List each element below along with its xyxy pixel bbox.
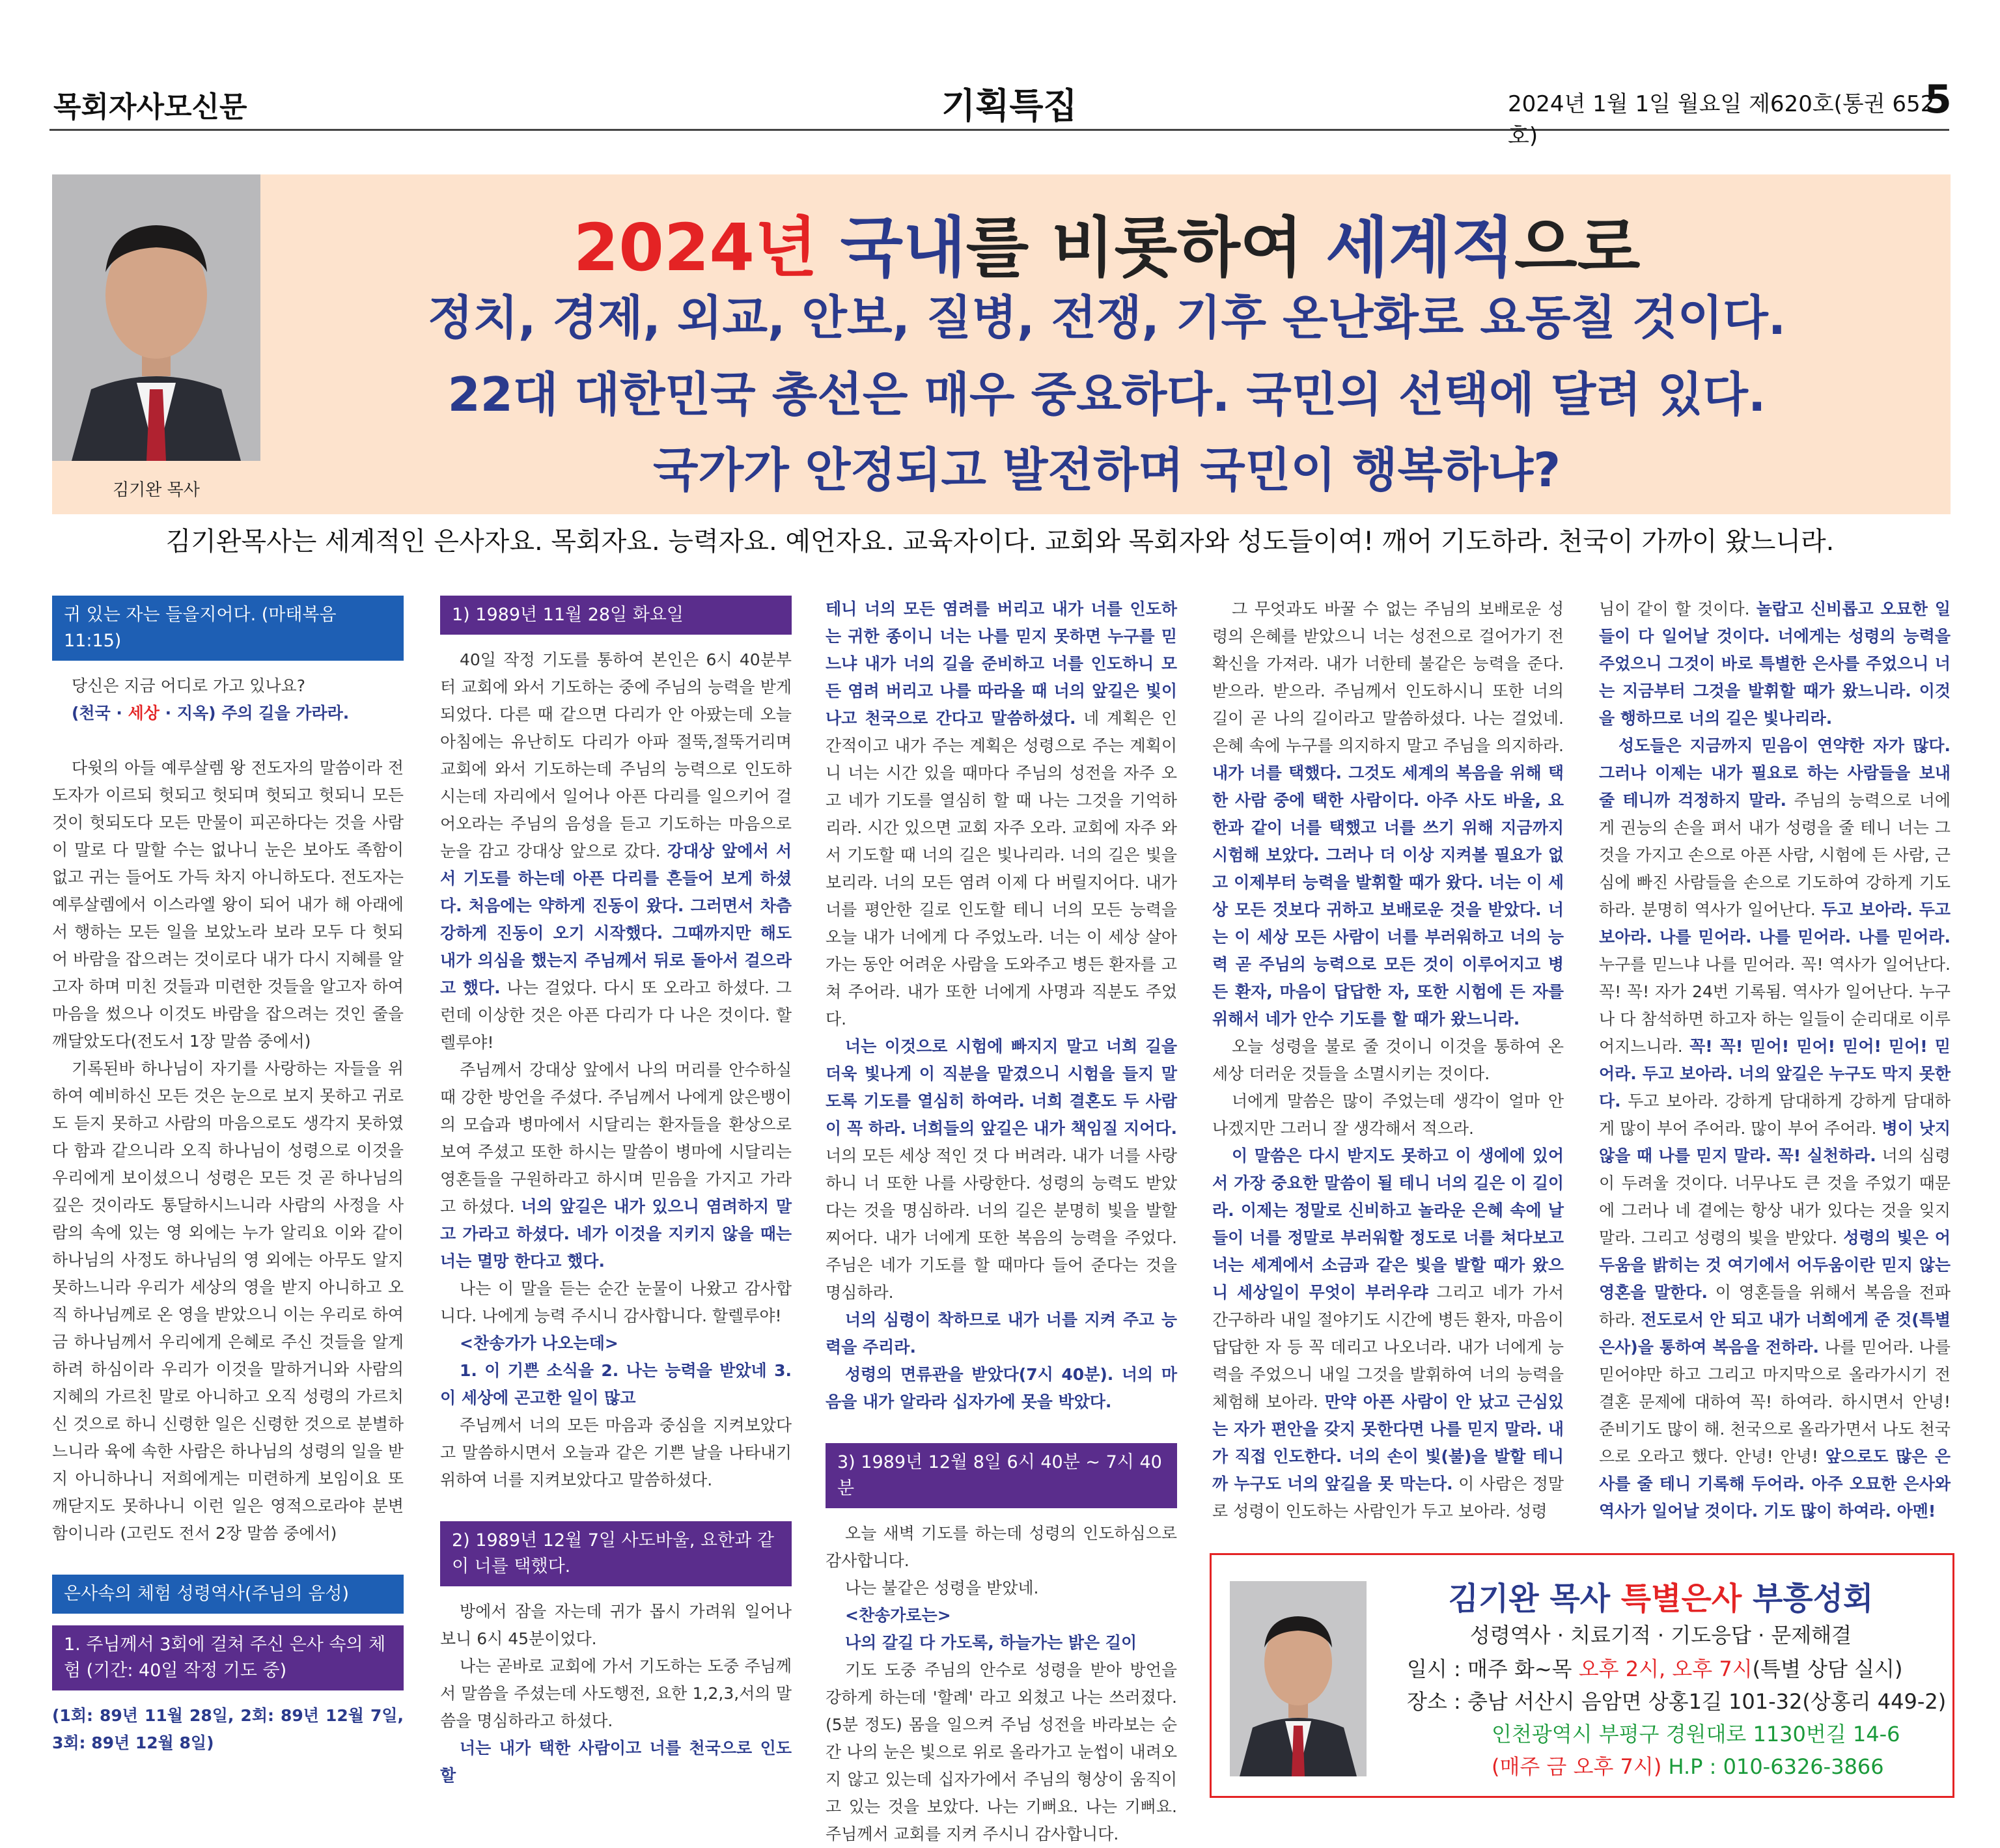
path-line: (천국 · 세상 · 지옥) 주의 길을 가라라.: [72, 704, 350, 723]
dates-line: (1회: 89년 11월 28일, 2회: 89년 12월 7일, 3회: 89년 12월 8일): [52, 1706, 404, 1752]
column-5: [1599, 596, 1951, 1525]
section-title: 기획특집: [941, 85, 1077, 126]
issue-date: 2024년 1월 1일 월요일 제620호(통권 652호): [1508, 91, 1935, 149]
col1-heading-box-2: 은사속의 체험 성령역사(주님의 음성): [52, 1575, 404, 1614]
author-photo: [52, 174, 260, 461]
revival-meeting-ad: [1210, 1553, 1954, 1798]
headline-global: 세계적: [1326, 210, 1515, 286]
column-3: [826, 596, 1177, 1848]
paragraph: 주님께서 너의 모든 마음과 중심을 지켜보았다고 말씀하시면서 오늘과 같은 기쁜 날을 나타내기 위하여 너를 지켜보았다고 말씀하셨다.: [440, 1416, 792, 1489]
paragraph: 너는 이것으로 시험에 빠지지 말고 너희 길을 더욱 빛나게 이 직분을 맡겼으니 시험을 들지 말도록 기도를 열심히 하여라. 너희 결혼도 두 사람이 꼭 하라. 너희들의 앞길은 내가 책임질 지어다. 너의 모든 세상 적인 것 다 버려라. 내가 너를 사랑하니 너 또한 나를 사랑한다. 성령의 능력도 받았다는 것을 명심하라. 너의 길은 분명히 빛을 발할 찌어다. 내가 너에게 또한 복음의 능력을 주었다. 주님은 네가 기도를 할 때마다 들어 준다는 것을 명심하라.: [826, 1037, 1177, 1302]
paragraph: 성도들은 지금까지 믿음이 연약한 자가 많다. 그러나 이제는 내가 필요로 하는 사람들을 보내 줄 테니까 걱정하지 말라. 주님의 능력으로 너에게 권능의 손을 펴서 내가 성령을 줄 테니 너는 그것을 가지고 손으로 아픈 사람, 시험에 든 사람, 근심에 빠진 사람들을 손으로 기도하여 강하게 기도하라. 분명히 역사가 일어난다. 두고 보아라. 두고 보아라. 나를 믿어라. 나를 믿어라. 나를 믿어라. 누구를 믿느냐 나를 믿어라. 꼭! 역사가 일어난다. 꼭! 꼭! 자가 24번 기록됨. 역사가 일어난다. 누구나 다 참석하면 하고자 하는 일들이 순리대로 이루어지느니라. 꼭! 꼭! 믿어! 믿어! 믿어! 믿어! 믿어라. 두고 보아라. 너의 앞길은 누구도 막지 못한다. 두고 보아라. 강하게 담대하게 강하게 담대하게 많이 부어 주어라. 많이 부어 주어라. 병이 낫지 않을 때 나를 믿지 말라. 꼭! 실천하라. 너의 심령이 두려울 것이다. 너무나도 큰 것을 주었기 때문에 그러나 네 곁에는 항상 내가 있다는 것을 잊지 말라. 그리고 성령의 빛을 받았다. 성령의 빛은 어두움을 밝히는 것 여기에서 어두움이란 믿지 않는 영혼을 말한다. 이 영혼들을 위해서 복음을 전파하라. 전도로서 안 되고 내가 너희에게 준 것(특별은사)을 통하여 복음을 전하라. 나를 믿어라. 나를 믿어야만 하고 그리고 마지막으로 올라가시기 전 결혼 문제에 대하여 꼭! 하여라. 하시면서 안녕! 준비기도 많이 해. 천국으로 올라가면서 나도 천국으로 오라고 했다. 안녕! 안녕! 앞으로도 많은 은사를 줄 테니 기록해 두어라. 아주 오묘한 은사와 역사가 일어날 것이다. 기도 많이 하여라. 아멘!: [1599, 736, 1951, 1521]
col2-heading-box-2: 2) 1989년 12월 7일 사도바울, 요한과 같이 너를 택했다.: [440, 1521, 792, 1586]
page-header: [49, 77, 1952, 149]
col2-heading-box: 1) 1989년 11월 28일 화요일: [440, 596, 792, 635]
paragraph: 주님께서 강대상 앞에서 나의 머리를 안수하실 때 강한 방언을 주셨다. 주님께서 나에게 앉은뱅이의 모습과 병마에서 시달리는 환자들을 환상으로 보여 주셨고 또한 하시는 말씀이 병마에 시달리는 영혼들을 구원하라고 하시며 믿음을 가지고 가라고 하셨다. 너의 앞길은 내가 있으니 염려하지 말고 가라고 하셨다. 네가 이것을 지키지 않을 때는 너는 멸망 한다고 했다.: [440, 1060, 792, 1271]
paragraph: 40일 작정 기도를 통하여 본인은 6시 40분부터 교회에 와서 기도하는 중에 주님의 능력을 받게 되었다. 다른 때 같으면 다리가 안 아팠는데 오늘 아침에는 유난히도 다리가 아파 절뚝,절뚝거리며 교회에 와서 기도하는데 주님의 능력으로 인도하시는데 자리에서 일어나 아픈 다리를 일으키어 걸어오라는 주님의 음성을 듣고 기도하는 마음으로 눈을 감고 강대상 앞으로 갔다. 강대상 앞에서 서서 기도를 하는데 아픈 다리를 흔들어 보게 하셨다. 처음에는 약하게 진동이 왔다. 그러면서 차츰 강하게 진동이 오기 시작했다. 그때까지만 해도 내가 의심을 했는지 주님께서 뒤로 돌아서 걸으라고 했다. 나는 걸었다. 다시 또 오라고 하셨다. 그런데 이상한 것은 아픈 다리가 다 나은 것이다. 할렐루야!: [440, 650, 792, 1052]
paragraph: 너는 내가 택한 사람이고 너를 천국으로 인도할: [440, 1739, 792, 1785]
ad-time: 일시 : 매주 화~목 오후 2시, 오후 7시(특별 상담 실시): [1407, 1657, 1903, 1681]
column-4: [1212, 596, 1564, 1525]
paragraph: 이 말씀은 다시 받지도 못하고 이 생에에 있어서 가장 중요한 말씀이 될 테니 너의 길은 이 길이라. 이제는 정말로 신비하고 놀라운 은혜 속에 날들이 너를 정말로 부러워할 정도로 너를 쳐다보고 너는 세계에서 소금과 같은 빛을 발할 때가 왔으니 세상일이 무엇이 부러우랴 그리고 네가 가서 간구하라 내일 절야기도 시간에 병든 환자, 마음이 답답한 자 등 꼭 데리고 나오너라. 내가 너에게 능력을 주었으니 내일 그것을 발휘하여 너의 능력을 체험해 보아라. 만약 아픈 사람이 안 났고 근심있는 자가 편안을 갖지 못한다면 나를 믿지 말라. 내가 직접 인도한다. 너의 손이 빛(불)을 발할 테니까 누구도 너의 앞길을 못 막는다. 이 사람은 정말로 성령이 인도하는 사람인가 두고 보아라. 성령: [1212, 1146, 1564, 1521]
ad-place-2: 인천광역시 부평구 경원대로 1130번길 14-6: [1492, 1722, 1900, 1746]
headline-end: 으로: [1514, 210, 1641, 286]
ad-place: 장소 : 충남 서산시 음암면 상홍1길 101-32(상홍리 449-2): [1407, 1689, 1947, 1714]
author-photo-caption: 김기완 목사: [113, 480, 200, 500]
publication-name: 목회자사모신문: [53, 90, 247, 124]
ad-subtitle: 성령역사 · 치료기적 · 기도응답 · 문제해결: [1469, 1623, 1852, 1648]
paragraph: 나는 이 말을 듣는 순간 눈물이 나왔고 감사합니다. 나에게 능력 주시니 감사합니다. 할렐루야!: [440, 1279, 792, 1325]
headline-line-2: 정치, 경제, 외교, 안보, 질병, 전쟁, 기후 온난화로 요동칠 것이다.: [427, 290, 1786, 345]
paragraph: 그 무엇과도 바꿀 수 없는 주님의 보배로운 성령의 은혜를 받았으니 너는 성전으로 걸어가기 전 확신을 가져라. 내가 너한테 불같은 능력을 준다. 받으라. 받으라. 주님께서 인도하시니 또한 너의 길이 곧 나의 길이라고 말씀하셨다. 나는 걸었네. 은혜 속에 누구를 의지하지 말고 주님을 의지하라. 내가 너를 택했다. 그것도 세계의 복음을 위해 택한 사람 중에 택한 사람이다. 아주 사도 바울, 요한과 같이 너를 택했고 너를 쓰기 위해 지금까지 시험해 보았다. 그러나 더 이상 지켜볼 필요가 없고 이제부터 능력을 발휘할 때가 왔다. 너는 이 세상 모든 것보다 귀하고 보배로운 것을 받았다. 너는 이 세상 모든 사람이 너를 부러워하고 너의 능력 곧 주님의 능력으로 모든 것이 이루어지고 병든 환자, 마음이 답답한 자, 또한 시험에 든 자를 위해서 네가 안수 기도를 할 때가 왔느니라.: [1212, 600, 1564, 1028]
paragraph: 방에서 잠을 자는데 귀가 몹시 가려워 일어나 보니 6시 45분이었다.: [440, 1602, 792, 1648]
ad-title: 김기완 목사 특별은사 부흥성회: [1448, 1580, 1874, 1617]
paragraph: 너에게 말씀은 많이 주었는데 생각이 얼마 안 나겠지만 그러니 잘 생각해서 적으라.: [1212, 1092, 1564, 1138]
paragraph: <찬송가가 나오는데>: [460, 1334, 618, 1353]
column-1: [52, 596, 404, 1757]
question-line: 당신은 지금 어디로 가고 있나요?: [72, 676, 306, 695]
headline-year: 2024년: [573, 210, 818, 286]
col1-heading-box-3: 1. 주님께서 3회에 걸쳐 주신 은사 속의 체험 (기간: 40일 작정 기도 중): [52, 1625, 404, 1690]
paragraph: 님이 같이 할 것이다. 놀랍고 신비롭고 오묘한 일들이 다 일어날 것이다. 너에게는 성령의 능력을 주었으니 그것이 바로 특별한 은사를 주었으니 너는 지금부터 그것을 발휘할 때가 왔느니라. 이것을 행하므로 너의 길은 빛나리라.: [1599, 600, 1951, 728]
ad-place-3: (매주 금 오후 7시) H.P : 010-6326-3866: [1492, 1754, 1884, 1779]
headline-line-1: [273, 195, 1940, 289]
page-number: 5: [1924, 77, 1952, 122]
col1-heading-box: 귀 있는 자는 들을지어다. (마태복음 11:15): [52, 596, 404, 661]
headline-mid: 를 비롯하여: [965, 210, 1303, 286]
paragraph: 테니 너의 모든 염려를 버리고 내가 너를 인도하는 귀한 종이니 너는 나를 믿지 못하면 누구를 믿느냐 내가 너의 길을 준비하고 너를 인도하니 모든 염려 버리고 나를 따라올 때 너의 앞길은 빛이 나고 천국으로 간다고 말씀하셨다. 네 계획은 인간적이고 내가 주는 계획은 성령으로 주는 계획이니 너는 시간 있을 때마다 주님의 성전을 자주 오고 네가 기도를 열심히 할 때 나는 그것을 기억하리라. 시간 있으면 교회 자주 오라. 교회에 자주 와서 기도할 때 너의 길은 빛나리라. 너의 길은 빛을 보리라. 너의 모든 염려 이제 다 버릴지어다. 내가 너를 평안한 길로 인도할 테니 너의 모든 능력을 오늘 내가 너에게 다 주었노라. 너는 이 세상 살아가는 동안 어려운 사람을 도와주고 병든 환자를 고쳐 주어라. 내가 또한 너에게 사명과 직분도 주었다.: [826, 600, 1177, 1028]
paragraph: 성령의 면류관을 받았다(7시 40분). 너의 마음을 내가 알라라 십자가에 못을 박았다.: [826, 1365, 1177, 1411]
paragraph: <찬송가로는>: [845, 1606, 951, 1625]
paragraph: 오늘 성령을 불로 줄 것이니 이것을 통하여 온 세상 더러운 것들을 소멸시키는 것이다.: [1212, 1037, 1564, 1083]
paragraph: 1. 이 기쁜 소식을 2. 나는 능력을 받았네 3. 이 세상에 곤고한 일이 많고: [440, 1361, 792, 1407]
paragraph: 나는 곧바로 교회에 가서 기도하는 도중 주님께서 말씀을 주셨는데 사도행전, 요한 1,2,3,서의 말씀을 명심하라고 하셨다.: [440, 1657, 792, 1730]
column-2: [440, 596, 792, 1789]
paragraph: 기록된바 하나님이 자기를 사랑하는 자들을 위하여 예비하신 모든 것은 눈으로 보지 못하고 귀로도 듣지 못하고 사람의 마음으로도 생각지 못하였다 함과 같으니라 오직 하나님이 성령으로 이것을 우리에게 보이셨으니 성령은 모든 것 곧 하나님의 깊은 것이라도 통달하시느니라 사람의 사정을 사람의 속에 있는 영 외에는 누가 알리요 이와 같이 하나님의 사정도 하나님의 영 외에는 아무도 알지 못하느니라 우리가 세상의 영을 받지 아니하고 오직 하나님께로 온 영을 받았으니 이는 우리로 하여금 하나님께서 우리에게 은혜로 주신 것들을 알게 하려 하심이라 우리가 이것을 말하거니와 사람의 지혜의 가르친 말로 아니하고 오직 성령의 가르치신 것으로 하니 신령한 일은 신령한 것으로 분별하느니라 육에 속한 사람은 하나님의 성령의 일을 받지 아니하나니 저희에게는 미련하게 보임이요 또 깨닫지도 못하나니 이런 일은 영적으로라야 분변함이니라 (고린도 전서 2장 말씀 중에서): [52, 1059, 404, 1543]
headline-line-3: 22대 대한민국 총선은 매우 중요하다. 국민의 선택에 달려 있다.: [447, 367, 1766, 422]
subheadline: 김기완목사는 세계적인 은사자요. 목회자요. 능력자요. 예언자요. 교육자이다. 교회와 목회자와 성도들이여! 깨어 기도하라. 천국이 가까이 왔느니라.: [165, 527, 1835, 557]
paragraph: 기도 도중 주님의 안수로 성령을 받아 방언을 강하게 하는데 '할례' 라고 외쳤고 나는 쓰러졌다. (5분 정도) 몸을 일으켜 주님 성전을 바라보는 순간 나의 눈은 빛으로 위로 올라가고 눈썹이 내려오지 않고 있는데 십자가에서 주님의 형상이 움직이고 있는 것을 보았다. 나는 기뻐요. 나는 기뻐요. 주님께서 교회를 지켜 주시니 감사합니다.: [826, 1661, 1177, 1843]
headline-line-4: 국가가 안정되고 발전하며 국민이 행복하냐?: [653, 443, 1561, 497]
paragraph: 나는 불같은 성령을 받았네.: [845, 1579, 1039, 1597]
col3-heading-box: 3) 1989년 12월 8일 6시 40분 ~ 7시 40분: [826, 1443, 1177, 1508]
paragraph: 오늘 새벽 기도를 하는데 성령의 인도하심으로 감사합니다.: [826, 1524, 1177, 1570]
headline-domestic: 국내: [840, 210, 966, 286]
paragraph: 나의 갈길 다 가도록, 하늘가는 밝은 길이: [845, 1633, 1137, 1652]
paragraph: 너의 심령이 착하므로 내가 너를 지켜 주고 능력을 주리라.: [826, 1310, 1177, 1357]
ad-author-photo: [1230, 1581, 1367, 1776]
paragraph: 다윗의 아들 예루살렘 왕 전도자의 말씀이라 전도자가 이르되 헛되고 헛되며 헛되고 헛되니 모든 것이 헛되도다 모든 만물이 피곤하다는 것을 사람이 말로 다 말할 수는 없나니 눈은 보아도 족함이 없고 귀는 들어도 가득 차지 아니하도다. 전도자는 예루살렘에서 이스라엘 왕이 되어 내가 해 아래에서 행하는 모든 일을 보았노라 보라 모두 다 헛되어 바람을 잡으려는 것이로다 내가 다시 지혜를 알고자 하며 미친 것들과 미련한 것들을 알고자 하여 마음을 썼으나 이것도 바람을 잡으려는 것인 줄을 깨달았도다(전도서 1장 말씀 중에서): [52, 758, 404, 1051]
